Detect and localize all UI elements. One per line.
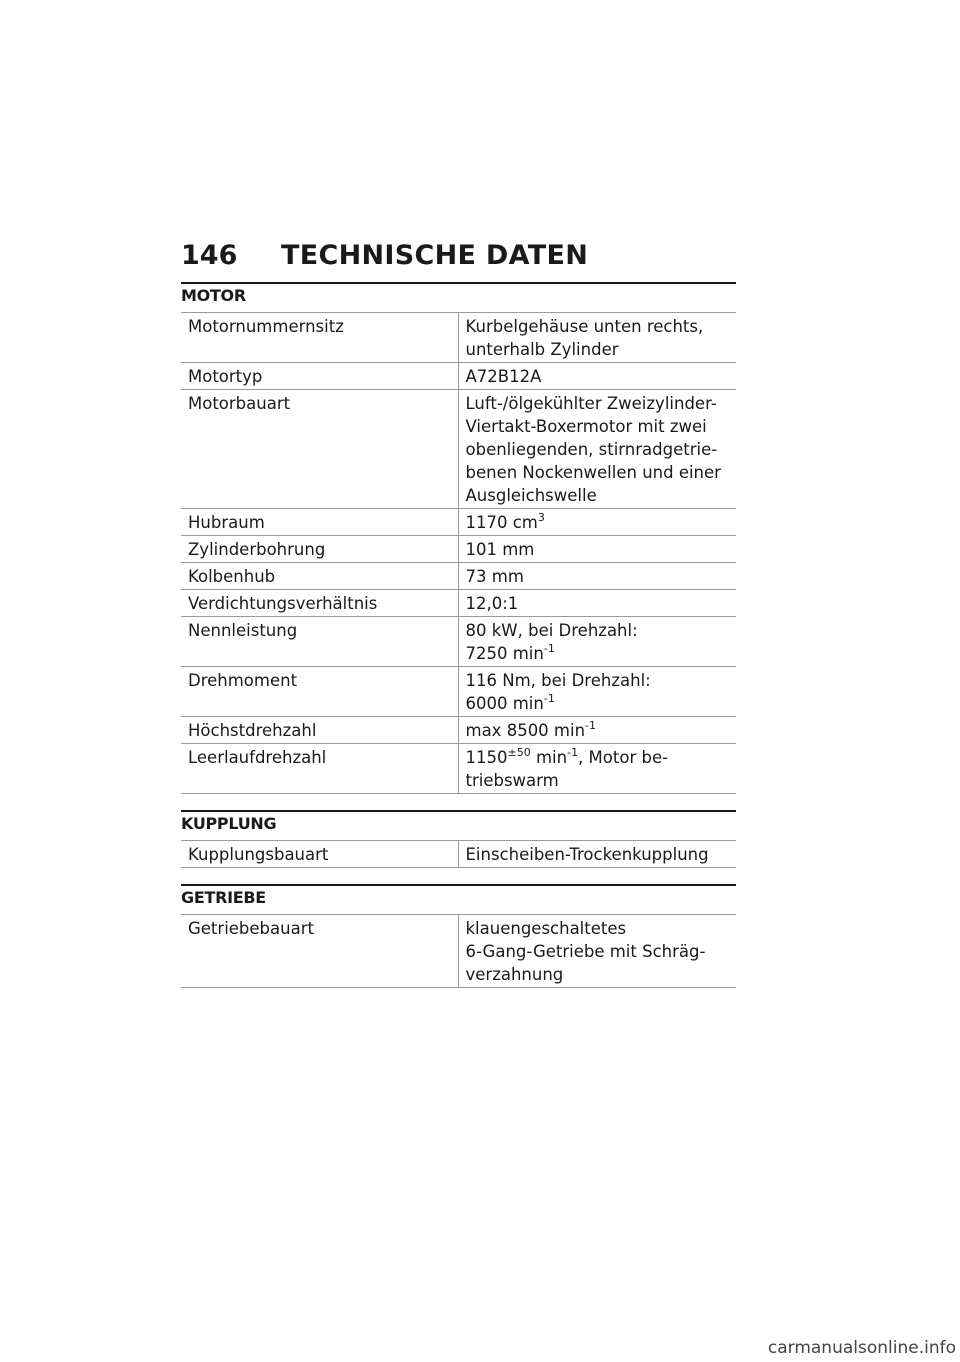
spec-label: Motortyp — [181, 363, 458, 390]
spec-label: Zylinderbohrung — [181, 536, 458, 563]
spec-label: Hubraum — [181, 509, 458, 536]
spec-value — [458, 617, 736, 667]
spec-value — [458, 390, 736, 509]
spec-value-line: Luft-/ölgekühlter Zweizylinder- — [465, 394, 717, 413]
table-row — [181, 617, 736, 667]
table-row — [181, 717, 736, 744]
value-text: max 8500 min — [465, 721, 586, 740]
spec-label: Verdichtungsverhältnis — [181, 590, 458, 617]
superscript: -1 — [567, 745, 579, 759]
table-row — [181, 590, 736, 617]
spec-sections — [181, 282, 736, 988]
superscript: -1 — [543, 691, 555, 705]
spec-label: Leerlaufdrehzahl — [181, 744, 458, 794]
value-text: 6000 min — [465, 694, 544, 713]
spec-value — [458, 717, 736, 744]
watermark-text: carmanualsonline.info — [767, 1338, 956, 1358]
section-title: GETRIEBE — [181, 884, 736, 915]
table-row — [181, 536, 736, 563]
spec-value-line — [466, 719, 737, 742]
spec-label: Höchstdrehzahl — [181, 717, 458, 744]
spec-table — [181, 841, 736, 868]
table-row — [181, 915, 736, 988]
spec-section — [181, 282, 736, 794]
page-number: 146 — [181, 240, 238, 271]
spec-section — [181, 810, 736, 868]
spec-value — [458, 744, 736, 794]
spec-value-line: Kurbelgehäuse unten rechts, — [465, 317, 704, 336]
chapter-title: TECHNISCHE DATEN — [281, 240, 589, 271]
table-row — [181, 313, 736, 363]
value-text: , Motor be- — [578, 748, 669, 767]
spec-value-line: verzahnung — [465, 965, 564, 984]
manual-page — [181, 240, 736, 988]
value-text: triebswarm — [465, 771, 559, 790]
spec-value-line — [466, 511, 737, 534]
spec-value-line — [466, 669, 737, 692]
spec-label: Getriebebauart — [181, 915, 458, 988]
section-gap — [181, 868, 736, 884]
table-row — [181, 667, 736, 717]
spec-label: Motornummernsitz — [181, 313, 458, 363]
spec-value — [458, 563, 736, 590]
spec-label: Kolbenhub — [181, 563, 458, 590]
spec-value — [458, 841, 736, 868]
superscript: -1 — [585, 718, 597, 732]
section-title: MOTOR — [181, 282, 736, 313]
spec-value-line: 101 mm — [465, 540, 535, 559]
spec-section — [181, 884, 736, 988]
spec-value — [458, 363, 736, 390]
value-text: 116 Nm, bei Drehzahl: — [465, 671, 651, 690]
spec-value-line: unterhalb Zylinder — [465, 340, 619, 359]
value-text: 1150 — [465, 748, 508, 767]
spec-value-line: 12,0:1 — [465, 594, 519, 613]
spec-table — [181, 313, 736, 794]
table-row — [181, 390, 736, 509]
spec-value — [458, 536, 736, 563]
spec-value-line: A72B12A — [465, 367, 542, 386]
spec-value-line — [466, 692, 737, 715]
spec-value — [458, 509, 736, 536]
value-text: 80 kW, bei Drehzahl: — [465, 621, 638, 640]
spec-label: Kupplungsbauart — [181, 841, 458, 868]
spec-value-line: Viertakt-Boxermotor mit zwei — [465, 417, 707, 436]
superscript: ±50 — [507, 745, 531, 759]
spec-value-line: Einscheiben-Trockenkupplung — [465, 845, 709, 864]
spec-value — [458, 590, 736, 617]
spec-value-line — [466, 619, 737, 642]
spec-label: Drehmoment — [181, 667, 458, 717]
spec-value-line — [466, 769, 737, 792]
table-row — [181, 841, 736, 868]
spec-value-line — [466, 642, 737, 665]
spec-value — [458, 667, 736, 717]
value-text: 7250 min — [465, 644, 544, 663]
spec-label: Motorbauart — [181, 390, 458, 509]
spec-value-line: obenliegenden, stirnradgetrie- — [465, 440, 718, 459]
spec-table — [181, 915, 736, 988]
spec-value-line: 73 mm — [465, 567, 524, 586]
superscript: -1 — [543, 641, 555, 655]
page-header — [181, 240, 736, 282]
value-text: 1170 cm — [465, 513, 538, 532]
table-row — [181, 509, 736, 536]
table-row — [181, 563, 736, 590]
section-gap — [181, 794, 736, 810]
table-row — [181, 363, 736, 390]
spec-value-line: klauengeschaltetes — [465, 919, 627, 938]
superscript: 3 — [537, 510, 545, 524]
spec-label: Nennleistung — [181, 617, 458, 667]
value-text: min — [530, 748, 568, 767]
spec-value-line: Ausgleichswelle — [465, 486, 597, 505]
spec-value-line — [466, 746, 737, 769]
spec-value-line: 6-Gang-Getriebe mit Schräg- — [465, 942, 706, 961]
section-title: KUPPLUNG — [181, 810, 736, 841]
spec-value — [458, 915, 736, 988]
spec-value — [458, 313, 736, 363]
spec-value-line: benen Nockenwellen und einer — [465, 463, 721, 482]
table-row — [181, 744, 736, 794]
